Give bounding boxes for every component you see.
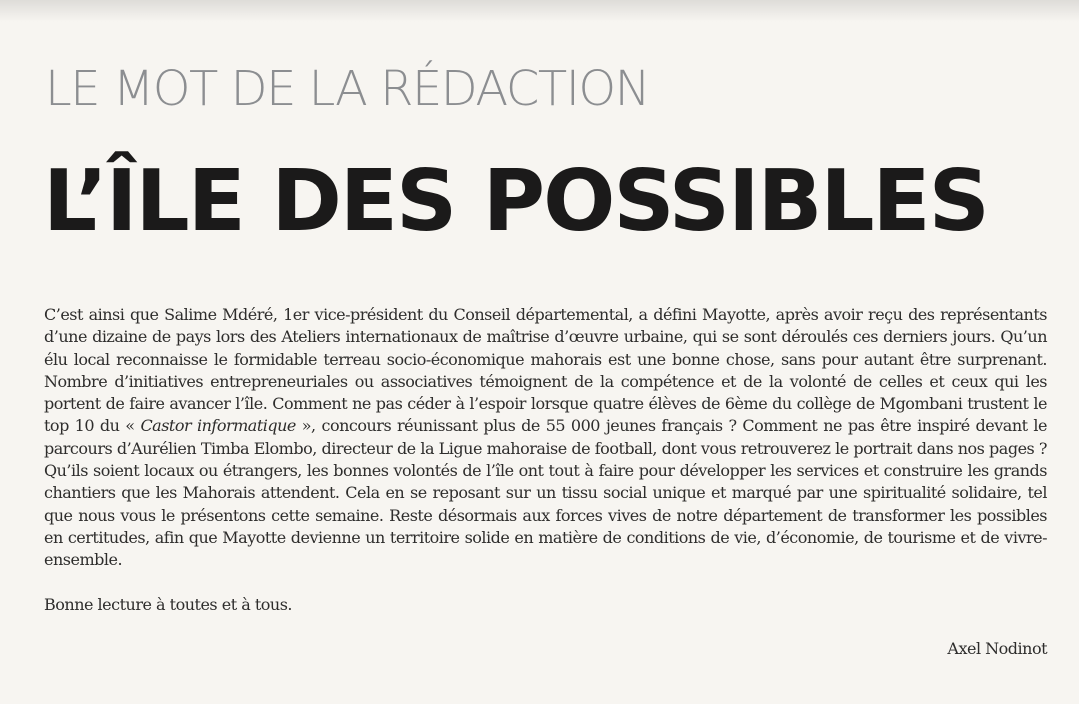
section-label: LE MOT DE LA RÉDACTION (45, 61, 650, 117)
headline: L’ÎLE DES POSSIBLES (43, 152, 988, 251)
editorial-article (44, 304, 1047, 661)
author-signature: Axel Nodinot (947, 639, 1047, 659)
article-body-part1: C’est ainsi que Salime Mdéré, 1er vice-président du Conseil départemental, a défini Mayotte, après avoir reçu des représentants d’une dizaine de pays lors des Ateliers internationaux de maîtrise d’œuvre urbaine, qui se sont déroulés ces derniers jours. Qu’un élu local reconnaisse le formidable terreau socio-économique mahorais est une bonne chose, sans pour autant être surprenant. Nombre d’initiatives entrepreneuriales ou associatives témoignent de la compétence et de la volonté de celles et ceux qui les portent de faire avancer l’île. Comment ne pas céder à l’espoir lorsque quatre élèves de 6ème du collège de Mgombani trustent le top 10 du « (44, 305, 1047, 436)
closing-line: Bonne lecture à toutes et à tous. (44, 594, 292, 614)
article-body (44, 304, 1047, 572)
article-body-part2: », concours réunissant plus de 55 000 jeunes français ? Comment ne pas être inspiré devant le parcours d’Aurélien Timba Elombo, directeur de la Ligue mahoraise de football, dont vous retrouverez le portrait dans nos pages ? Qu’ils soient locaux ou étrangers, les bonnes volontés de l’île ont tout à faire pour développer les services et construire les grands chantiers que les Mahorais attendent. Cela en se reposant sur un tissu social unique et marqué par une spiritualité solidaire, tel que nous vous le présentons cette semaine. Reste désormais aux forces vives de notre département de transformer les possibles en certitudes, afin que Mayotte devienne un territoire solide en matière de conditions de vie, d’économie, de tourisme et de vivre-ensemble. (44, 416, 1048, 570)
top-shadow (0, 0, 1079, 22)
article-body-italic: Castor informatique (140, 416, 296, 436)
